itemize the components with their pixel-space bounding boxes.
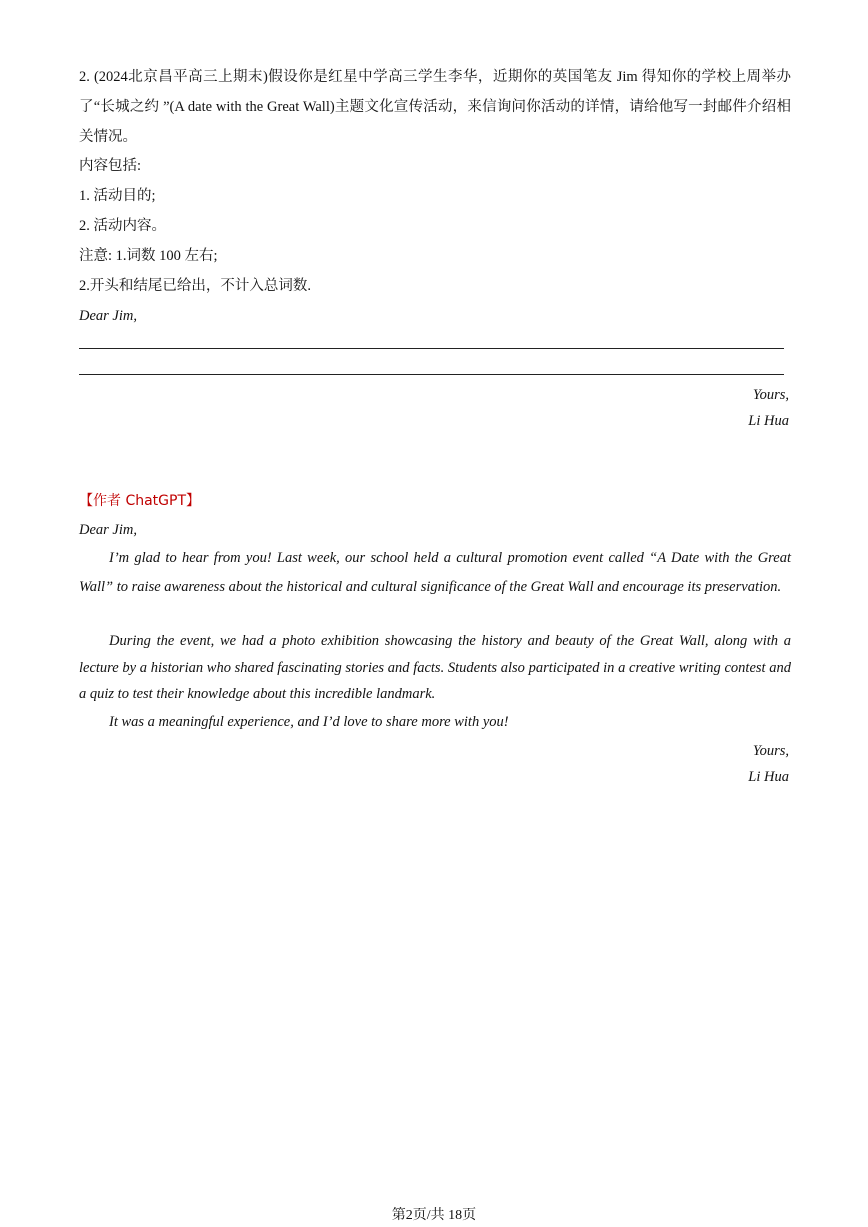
answer-paragraph-3: It was a meaningful experience, and I’d love to share more with you!: [109, 714, 509, 730]
note-word-count: 注意: 1.词数 100 左右;: [79, 248, 218, 264]
writing-line-1: [79, 348, 784, 349]
content-heading: 内容包括:: [79, 158, 142, 174]
answer-signature: Li Hua: [748, 769, 789, 785]
answer-closing: Yours,: [752, 743, 789, 759]
question-salutation: Dear Jim,: [79, 308, 137, 324]
question-closing: Yours,: [752, 387, 789, 403]
author-tag: 【作者 ChatGPT】: [79, 493, 201, 509]
page-number: 第2页/共 18页: [391, 1208, 477, 1223]
answer-paragraph-2: During the event, we had a photo exhibition showcasing the history and beauty of the Great Wall, along with a lecture by a historian who shared fascinating stories and facts. Students also participated in a creative writing contest and a quiz to test their knowledge about this incredible landmark.: [79, 633, 791, 702]
answer-paragraph-1: I’m glad to hear from you! Last week, our school held a cultural promotion event called “A Date with the Great Wall” to raise awareness about the historical and cultural significance of the Great Wall and encourage its preservation.: [79, 550, 791, 595]
note-opening-closing: 2.开头和结尾已给出，不计入总词数.: [79, 278, 311, 294]
writing-line-2: [79, 374, 784, 375]
answer-salutation: Dear Jim,: [79, 522, 137, 538]
content-point-2: 2. 活动内容。: [79, 218, 166, 234]
content-point-1: 1. 活动目的;: [79, 188, 156, 204]
question-signature: Li Hua: [748, 413, 789, 429]
question-prompt: 2. (2024北京昌平高三上期末)假设你是红星中学高三学生李华，近期你的英国笔友 Jim 得知你的学校上周举办了“长城之约 ”(A date with the Great Wall)主题文化宣传活动，来信询问你活动的详情，请给他写一封邮件介绍相关情况。: [79, 69, 791, 145]
